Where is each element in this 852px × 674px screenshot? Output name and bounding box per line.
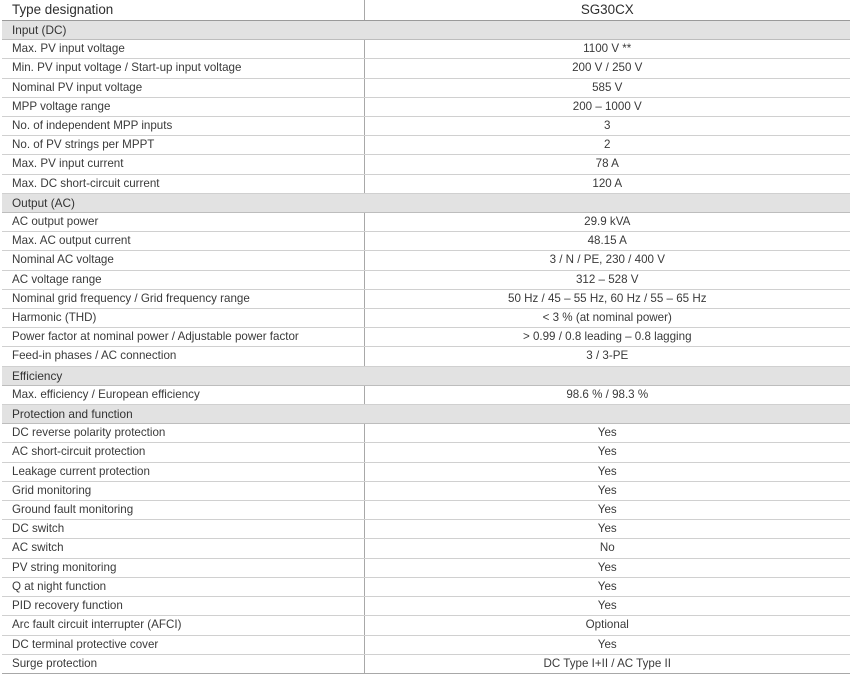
- spec-value: 29.9 kVA: [364, 213, 850, 232]
- spec-label: Harmonic (THD): [2, 309, 364, 328]
- spec-row: [2, 289, 850, 308]
- spec-row: [2, 462, 850, 481]
- spec-value: 312 – 528 V: [364, 270, 850, 289]
- spec-label: Leakage current protection: [2, 462, 364, 481]
- spec-label: AC output power: [2, 213, 364, 232]
- spec-value: 3 / 3-PE: [364, 347, 850, 366]
- spec-value: 120 A: [364, 174, 850, 193]
- spec-row: [2, 78, 850, 97]
- spec-row: [2, 136, 850, 155]
- spec-label: Max. AC output current: [2, 232, 364, 251]
- header-row: [2, 0, 850, 21]
- spec-value: No: [364, 539, 850, 558]
- spec-value: 585 V: [364, 78, 850, 97]
- spec-value: Yes: [364, 558, 850, 577]
- spec-value: 3 / N / PE, 230 / 400 V: [364, 251, 850, 270]
- spec-value: Yes: [364, 635, 850, 654]
- spec-label: Min. PV input voltage / Start-up input voltage: [2, 59, 364, 78]
- section-title: Input (DC): [2, 21, 850, 40]
- header-model: SG30CX: [364, 0, 850, 21]
- spec-row: [2, 97, 850, 116]
- spec-row: [2, 213, 850, 232]
- spec-row: [2, 174, 850, 193]
- spec-label: Grid monitoring: [2, 481, 364, 500]
- spec-label: No. of independent MPP inputs: [2, 117, 364, 136]
- spec-row: [2, 309, 850, 328]
- spec-row: [2, 385, 850, 404]
- spec-value: 200 – 1000 V: [364, 97, 850, 116]
- section-header-output-ac: [2, 193, 850, 212]
- spec-label: Nominal PV input voltage: [2, 78, 364, 97]
- spec-table: [2, 0, 850, 674]
- spec-value: Yes: [364, 520, 850, 539]
- spec-value: > 0.99 / 0.8 leading – 0.8 lagging: [364, 328, 850, 347]
- spec-value: Yes: [364, 462, 850, 481]
- spec-value: Yes: [364, 577, 850, 596]
- spec-label: PV string monitoring: [2, 558, 364, 577]
- spec-row: [2, 616, 850, 635]
- spec-label: MPP voltage range: [2, 97, 364, 116]
- spec-label: Arc fault circuit interrupter (AFCI): [2, 616, 364, 635]
- spec-row: [2, 40, 850, 59]
- header-label: Type designation: [2, 0, 364, 21]
- spec-label: AC voltage range: [2, 270, 364, 289]
- spec-value: Yes: [364, 501, 850, 520]
- section-title: Efficiency: [2, 366, 850, 385]
- spec-value: DC Type I+II / AC Type II: [364, 654, 850, 673]
- spec-label: Q at night function: [2, 577, 364, 596]
- spec-value: Yes: [364, 443, 850, 462]
- spec-row: [2, 577, 850, 596]
- spec-table-body: [2, 0, 850, 673]
- spec-label: Max. DC short-circuit current: [2, 174, 364, 193]
- spec-label: No. of PV strings per MPPT: [2, 136, 364, 155]
- spec-label: Max. PV input current: [2, 155, 364, 174]
- spec-label: Surge protection: [2, 654, 364, 673]
- spec-value: Yes: [364, 597, 850, 616]
- spec-row: [2, 59, 850, 78]
- spec-row: [2, 520, 850, 539]
- spec-value: 3: [364, 117, 850, 136]
- spec-value: 200 V / 250 V: [364, 59, 850, 78]
- section-header-input-dc: [2, 21, 850, 40]
- spec-row: [2, 347, 850, 366]
- section-header-efficiency: [2, 366, 850, 385]
- spec-value: 98.6 % / 98.3 %: [364, 385, 850, 404]
- spec-row: [2, 328, 850, 347]
- spec-label: DC switch: [2, 520, 364, 539]
- spec-label: Max. PV input voltage: [2, 40, 364, 59]
- spec-row: [2, 501, 850, 520]
- spec-label: Feed-in phases / AC connection: [2, 347, 364, 366]
- spec-label: Nominal grid frequency / Grid frequency range: [2, 289, 364, 308]
- spec-label: Nominal AC voltage: [2, 251, 364, 270]
- spec-row: [2, 232, 850, 251]
- spec-label: DC terminal protective cover: [2, 635, 364, 654]
- spec-value: 2: [364, 136, 850, 155]
- spec-row: [2, 481, 850, 500]
- spec-row: [2, 539, 850, 558]
- spec-row: [2, 117, 850, 136]
- spec-value: < 3 % (at nominal power): [364, 309, 850, 328]
- spec-value: Yes: [364, 424, 850, 443]
- spec-row: [2, 155, 850, 174]
- spec-value: 1100 V **: [364, 40, 850, 59]
- spec-row: [2, 558, 850, 577]
- spec-row: [2, 654, 850, 673]
- spec-label: Power factor at nominal power / Adjustable power factor: [2, 328, 364, 347]
- spec-value: 48.15 A: [364, 232, 850, 251]
- spec-row: [2, 424, 850, 443]
- spec-row: [2, 270, 850, 289]
- spec-value: 78 A: [364, 155, 850, 174]
- spec-row: [2, 251, 850, 270]
- spec-row: [2, 635, 850, 654]
- spec-label: AC switch: [2, 539, 364, 558]
- spec-row: [2, 597, 850, 616]
- spec-value: Yes: [364, 481, 850, 500]
- spec-value: Optional: [364, 616, 850, 635]
- spec-label: AC short-circuit protection: [2, 443, 364, 462]
- spec-label: DC reverse polarity protection: [2, 424, 364, 443]
- spec-value: 50 Hz / 45 – 55 Hz, 60 Hz / 55 – 65 Hz: [364, 289, 850, 308]
- section-header-protection-and-function: [2, 405, 850, 424]
- spec-label: PID recovery function: [2, 597, 364, 616]
- spec-label: Max. efficiency / European efficiency: [2, 385, 364, 404]
- section-title: Output (AC): [2, 193, 850, 212]
- spec-row: [2, 443, 850, 462]
- spec-label: Ground fault monitoring: [2, 501, 364, 520]
- section-title: Protection and function: [2, 405, 850, 424]
